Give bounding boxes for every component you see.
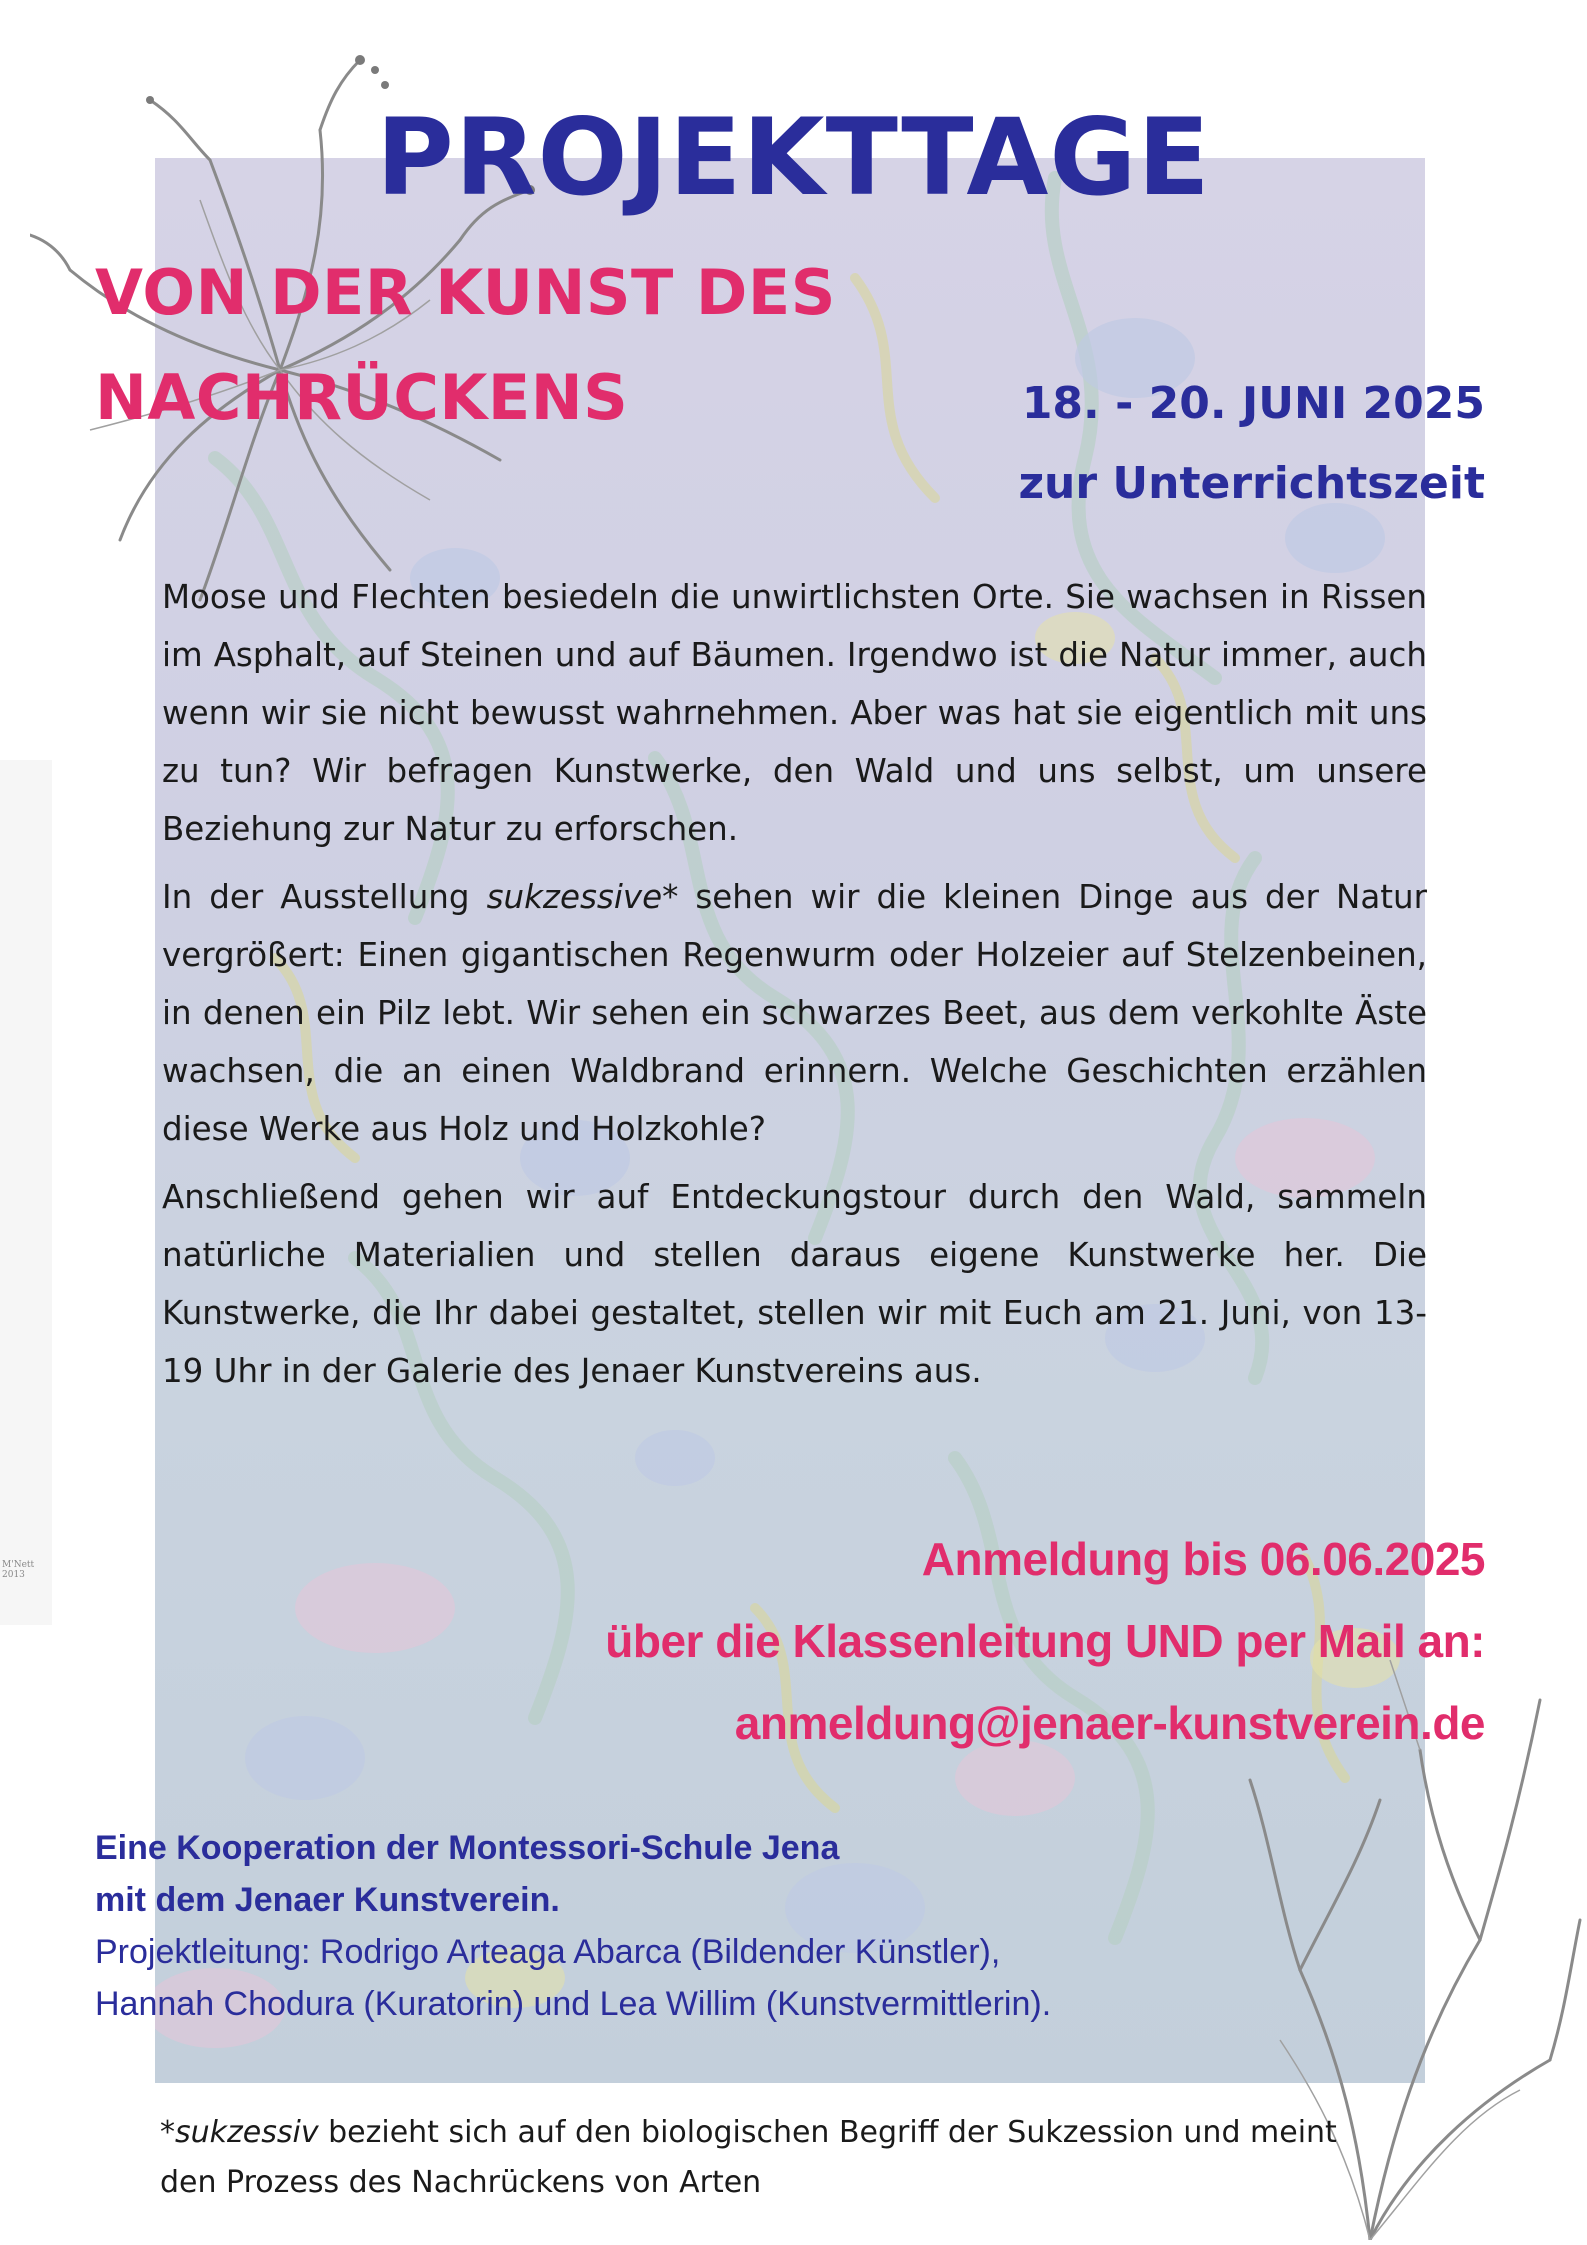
- project-subtitle: [95, 240, 836, 450]
- paragraph-exhibition-start: In der Ausstellung: [162, 878, 487, 916]
- project-lead-line-1: Projektleitung: Rodrigo Arteaga Abarca (Bildender Künstler),: [95, 1933, 1001, 1971]
- footnote-star: *: [160, 2115, 175, 2150]
- description: [162, 568, 1427, 1410]
- exhibition-title: sukzessive: [486, 878, 663, 916]
- date-range: 18. - 20. JUNI 2025: [1021, 378, 1485, 429]
- footnote-text: bezieht sich auf den biologischen Begriff der Sukzession und meint den Prozess des Nachrückens von Arten: [160, 2115, 1337, 2200]
- cooperation-line-1: Eine Kooperation der Montessori-Schule Jena: [95, 1829, 840, 1867]
- registration-info: [605, 1518, 1485, 1764]
- footnote-term: sukzessiv: [175, 2115, 319, 2150]
- time-note: zur Unterrichtszeit: [1018, 458, 1485, 509]
- page-title: PROJEKTTAGE: [376, 96, 1211, 219]
- side-image-strip: [0, 760, 52, 1625]
- artist-signature: M'Nett 2013: [2, 1560, 35, 1580]
- subtitle-line-1: VON DER KUNST DES: [95, 256, 836, 329]
- cooperation-info: [95, 1822, 1051, 2030]
- footnote: [160, 2108, 1340, 2208]
- paragraph-exhibition: [162, 868, 1427, 1158]
- registration-email[interactable]: anmeldung@jenaer-kunstverein.de: [734, 1697, 1485, 1749]
- event-dates: [1018, 364, 1485, 524]
- paragraph-activity: Anschließend gehen wir auf Entdeckungstour durch den Wald, sammeln natürliche Materialien und stellen daraus eigene Kunstwerke her. Die Kunstwerke, die Ihr dabei gestaltet, stellen wir mit Euch am 21. Juni, von 13-19 Uhr in der Galerie des Jenaer Kunstvereins aus.: [162, 1178, 1427, 1390]
- cooperation-line-2: mit dem Jenaer Kunstverein.: [95, 1881, 560, 1919]
- paragraph-intro: Moose und Flechten besiedeln die unwirtlichsten Orte. Sie wachsen in Rissen im Asphalt, auf Steinen und auf Bäumen. Irgendwo ist die Natur immer, auch wenn wir sie nicht bewusst wahrnehmen. Aber was hat sie eigentlich mit uns zu tun? Wir befragen Kunstwerke, den Wald und uns selbst, um unsere Beziehung zur Natur zu erforschen.: [162, 578, 1427, 848]
- subtitle-line-2: NACHRÜCKENS: [95, 361, 629, 434]
- project-lead-line-2: Hannah Chodura (Kuratorin) und Lea Willim (Kunstvermittlerin).: [95, 1985, 1052, 2023]
- registration-deadline: Anmeldung bis 06.06.2025: [921, 1533, 1485, 1585]
- registration-channel: über die Klassenleitung UND per Mail an:: [605, 1615, 1485, 1667]
- paragraph-exhibition-rest: * sehen wir die kleinen Dinge aus der Natur vergrößert: Einen gigantischen Regenwurm oder Holzeier auf Stelzenbeinen, in denen ein Pilz lebt. Wir sehen ein schwarzes Beet, aus dem verkohlte Äste wachsen, die an einen Waldbrand erinnern. Welche Geschichten erzählen diese Werke aus Holz und Holzkohle?: [162, 878, 1427, 1148]
